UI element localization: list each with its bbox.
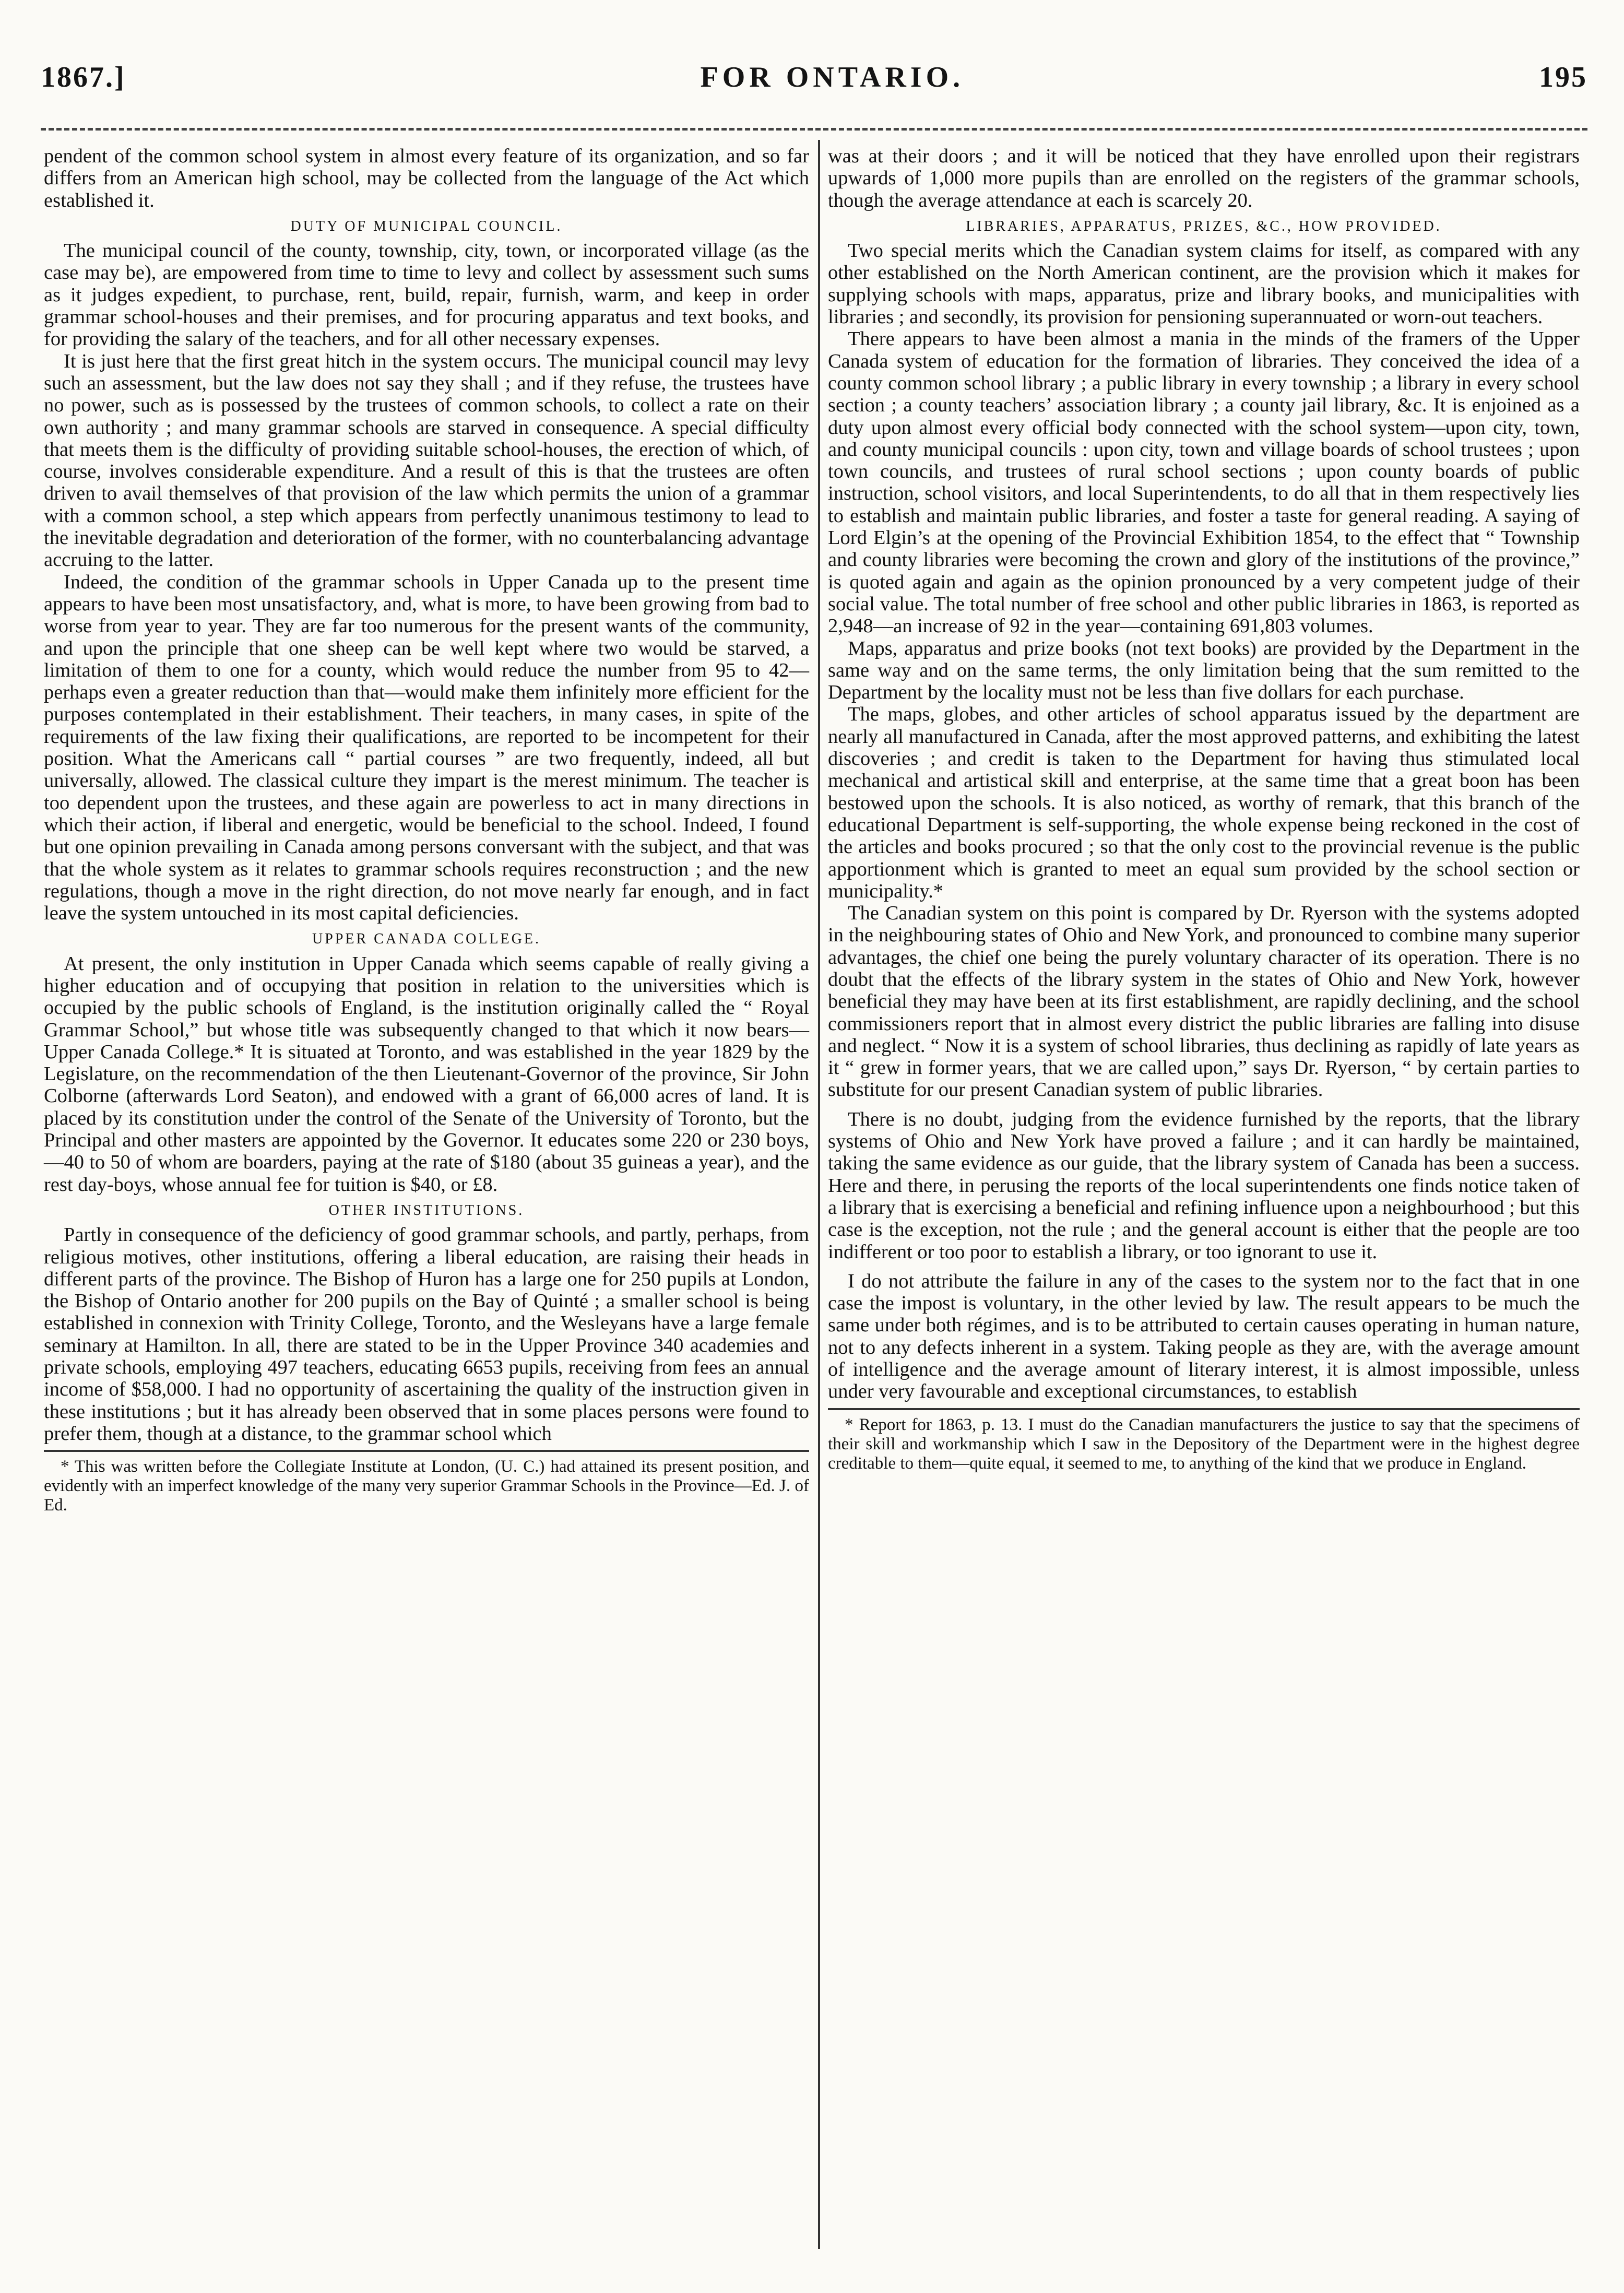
header-title: FOR ONTARIO. bbox=[700, 61, 965, 93]
section-heading: UPPER CANADA COLLEGE. bbox=[312, 931, 541, 948]
paragraph: I do not attribute the failure in any of the cases to the system nor to the fact that in one case the impost is voluntary, in the other levied by law. The result appears to be much the same under both régimes, and is to be attributed to certain causes operating in human nature, not to any defects inherent in a system. Taking people as they are, with the average amount of intelligence and the average amount of literary interest, it is almost impossible, unless under very favourable and exceptional circumstances, to establish bbox=[828, 1270, 1580, 1403]
paragraph: At present, the only institution in Upper Canada which seems capable of really giving a higher education and of occupying that position in relation to the universities which is occupied by the public schools of England, is the institution originally called the “ Royal Grammar School,” but whose title was subsequently changed to that which it now bears—Upper Canada College.* It is situated at Toronto, and was established in the year 1829 by the Legislature, on the recommendation of the then Lieutenant-Governor of the province, Sir John Colborne (afterwards Lord Seaton), and endowed with a grant of 66,000 acres of land. It is placed by its constitution under the control of the Senate of the University of Toronto, but the Principal and other masters are appointed by the Governor. It educates some 220 or 230 boys,—40 to 50 of whom are boarders, paying at the rate of $180 (about 35 guineas a year), and the rest day-boys, whose annual fee for tuition is $40, or £8. bbox=[44, 952, 809, 1196]
paragraph: There is no doubt, judging from the evidence furnished by the reports, that the library systems of Ohio and New York have proved a failure ; and it can hardly be maintained, taking the same evidence as our guide, that the library system of Canada has been a success. Here and there, in perusing the reports of the local superintendents one finds notice taken of a library that is exercising a beneficial and refining influence upon a neighbourhood ; but this case is the exception, not the rule ; and the general account is either that the people are too indifferent or too poor to establish a library, or too ignorant to use it. bbox=[828, 1108, 1580, 1263]
section-heading: OTHER INSTITUTIONS. bbox=[328, 1202, 525, 1219]
footnote bbox=[828, 1415, 1580, 1473]
running-header bbox=[41, 56, 1587, 98]
header-year: 1867.] bbox=[41, 61, 126, 93]
paragraph: The maps, globes, and other articles of school apparatus issued by the department are nearly all manufactured in Canada, after the most approved patterns, and exhibiting the latest discoveries ; and credit is taken to the Department for having thus stimulated local mechanical and artistical skill and enterprise, at the same time that a great boon has been bestowed upon the schools. It is also noticed, as worthy of remark, that this branch of the educational Department is self-supporting, the whole expense being reckoned in the cost of the articles and books procured ; so that the only cost to the provincial revenue is the public apportionment which is granted to meet an equal sum provided by the school section or municipality.* bbox=[828, 703, 1580, 902]
paragraph: The Canadian system on this point is compared by Dr. Ryerson with the systems adopted in the neighbouring states of Ohio and New York, and pronounced to combine many superior advantages, the chief one being the purely voluntary character of its operation. There is no doubt that the effects of the library system in the states of Ohio and New York, however beneficial they may have been at its first establishment, are rapidly declining, and the school commissioners report that in almost every district the public libraries are falling into disuse and neglect. “ Now it is a system of school libraries, thus declining as rapidly of late years as it “ grew in former years, that we are called upon,” says Dr. Ryerson, “ by certain parties to substitute for our present Canadian system of public libraries. bbox=[828, 902, 1580, 1101]
footnote-rule bbox=[44, 1450, 809, 1452]
paragraph: pendent of the common school system in almost every feature of its organization, and so far differs from an American high school, may be collected from the language of the Act which established it. bbox=[44, 145, 809, 211]
footnote-text: * This was written before the Collegiate Institute at London, (U. C.) had attained its present position, and evidently with an imperfect knowledge of the many very superior Grammar Schools in the Province—Ed. J. of Ed. bbox=[44, 1457, 809, 1515]
footnote-text: * Report for 1863, p. 13. I must do the Canadian manufacturers the justice to say that the specimens of their skill and workmanship which I saw in the Depository of the Department were in the highest degree creditable to them—quite equal, it seemed to me, to anything of the kind that we produce in England. bbox=[828, 1415, 1580, 1473]
page-number: 195 bbox=[1538, 61, 1587, 93]
column-divider bbox=[818, 140, 820, 2249]
paragraph: Maps, apparatus and prize books (not text books) are provided by the Department in the same way and on the same terms, the only limitation being that the sum remitted to the Department by the locality must not be less than five dollars for each purchase. bbox=[828, 637, 1580, 704]
paragraph: There appears to have been almost a mania in the minds of the framers of the Upper Canada system of education for the formation of libraries. They conceived the idea of a county common school library ; a public library in every township ; a library in every school section ; a county teachers’ association library ; a county jail library, &c. It is enjoined as a duty upon almost every official body connected with the school system—upon city, town, and county municipal councils : upon city, town and village boards of school trustees ; upon town councils, and trustees of rural school sections ; upon county boards of public instruction, school visitors, and local Superintendents, to do all that in them respectively lies to establish and maintain public libraries, and foster a taste for general reading. A saying of Lord Elgin’s at the opening of the Provincial Exhibition 1854, to the effect that “ Township and county libraries were becoming the crown and glory of the institutions of the province,” is quoted again and again as the opinion pronounced by a very competent judge of their social value. The total number of free school and other public libraries in 1863, is reported as 2,948—an increase of 92 in the year—containing 691,803 volumes. bbox=[828, 328, 1580, 637]
right-column bbox=[828, 145, 1580, 1473]
paragraph: It is just here that the first great hitch in the system occurs. The municipal council may levy such an assessment, but the law does not say they shall ; and if they refuse, the trustees have no power, such as is possessed by the trustees of common schools, to collect a rate on their own authority ; and many grammar schools are starved in consequence. A special difficulty that meets them is the difficulty of providing suitable school-houses, the erection of which, of course, involves considerable expenditure. And a result of this is that the trustees are often driven to avail themselves of that provision of the law which permits the union of a grammar with a common school, a step which appears from perfectly unanimous testimony to lead to the inevitable degradation and deterioration of the former, with no counterbalancing advantage accruing to the latter. bbox=[44, 350, 809, 571]
footnote-rule bbox=[828, 1408, 1580, 1410]
footnote bbox=[44, 1457, 809, 1515]
section-heading: LIBRARIES, APPARATUS, PRIZES, &C., HOW PROVIDED. bbox=[966, 218, 1442, 234]
paragraph: was at their doors ; and it will be noticed that they have enrolled upon their registrars upwards of 1,000 more pupils than are enrolled on the registers of the grammar schools, though the average attendance at each is scarcely 20. bbox=[828, 145, 1580, 211]
paragraph: Indeed, the condition of the grammar schools in Upper Canada up to the present time appears to have been most unsatisfactory, and, what is more, to have been growing from bad to worse from year to year. They are far too numerous for the present wants of the community, and upon the principle that one sheep can be well kept where two would be starved, a limitation of them to one for a county, which would reduce the number from 95 to 42—perhaps even a greater reduction than that—would make them infinitely more efficient for the purposes contemplated in their establishment. Their teachers, in many cases, in spite of the requirements of the law fixing their qualifications, are reported to be incompetent for their position. What the Americans call “ partial courses ” are two frequently, indeed, all but universally, allowed. The classical culture they impart is the merest minimum. The teacher is too dependent upon the trustees, and these again are powerless to act in many directions in which their action, if liberal and energetic, would be beneficial to the school. Indeed, I found but one opinion prevailing in Canada among persons conversant with the subject, and that was that the whole system as it relates to grammar schools requires reconstruction ; and the new regulations, though a move in the right direction, do not move nearly far enough, and in fact leave the system untouched in its most capital deficiencies. bbox=[44, 571, 809, 925]
paragraph: Two special merits which the Canadian system claims for itself, as compared with any other established on the North American continent, are the provision which it makes for supplying schools with maps, apparatus, prize and library books, and municipalities with libraries ; and secondly, its provision for pensioning superannuated or worn-out teachers. bbox=[828, 240, 1580, 328]
paragraph: The municipal council of the county, township, city, town, or incorporated village (as the case may be), are empowered from time to time to levy and collect by assessment such sums as it judges expedient, to purchase, rent, build, repair, furnish, warm, and keep in order grammar school-houses and their premises, and for procuring apparatus and text books, and for providing the salary of the teachers, and for all other necessary expenses. bbox=[44, 240, 809, 350]
paragraph: Partly in consequence of the deficiency of good grammar schools, and partly, perhaps, from religious motives, other institutions, offering a liberal education, are raising their heads in different parts of the province. The Bishop of Huron has a large one for 250 pupils at London, the Bishop of Ontario another for 200 pupils on the Bay of Quinté ; a smaller school is being established in connexion with Trinity College, Toronto, and the Wesleyans have a large female seminary at Hamilton. In all, there are stated to be in the Upper Province 340 academies and private schools, employing 497 teachers, educating 6653 pupils, receiving from fees an annual income of $58,000. I had no opportunity of ascertaining the quality of the instruction given in these institutions ; but it has already been observed that in some places persons were found to prefer them, though at a distance, to the grammar school which bbox=[44, 1224, 809, 1445]
section-heading: DUTY OF MUNICIPAL COUNCIL. bbox=[290, 218, 563, 234]
left-column bbox=[44, 145, 809, 1515]
header-rule bbox=[41, 128, 1587, 131]
